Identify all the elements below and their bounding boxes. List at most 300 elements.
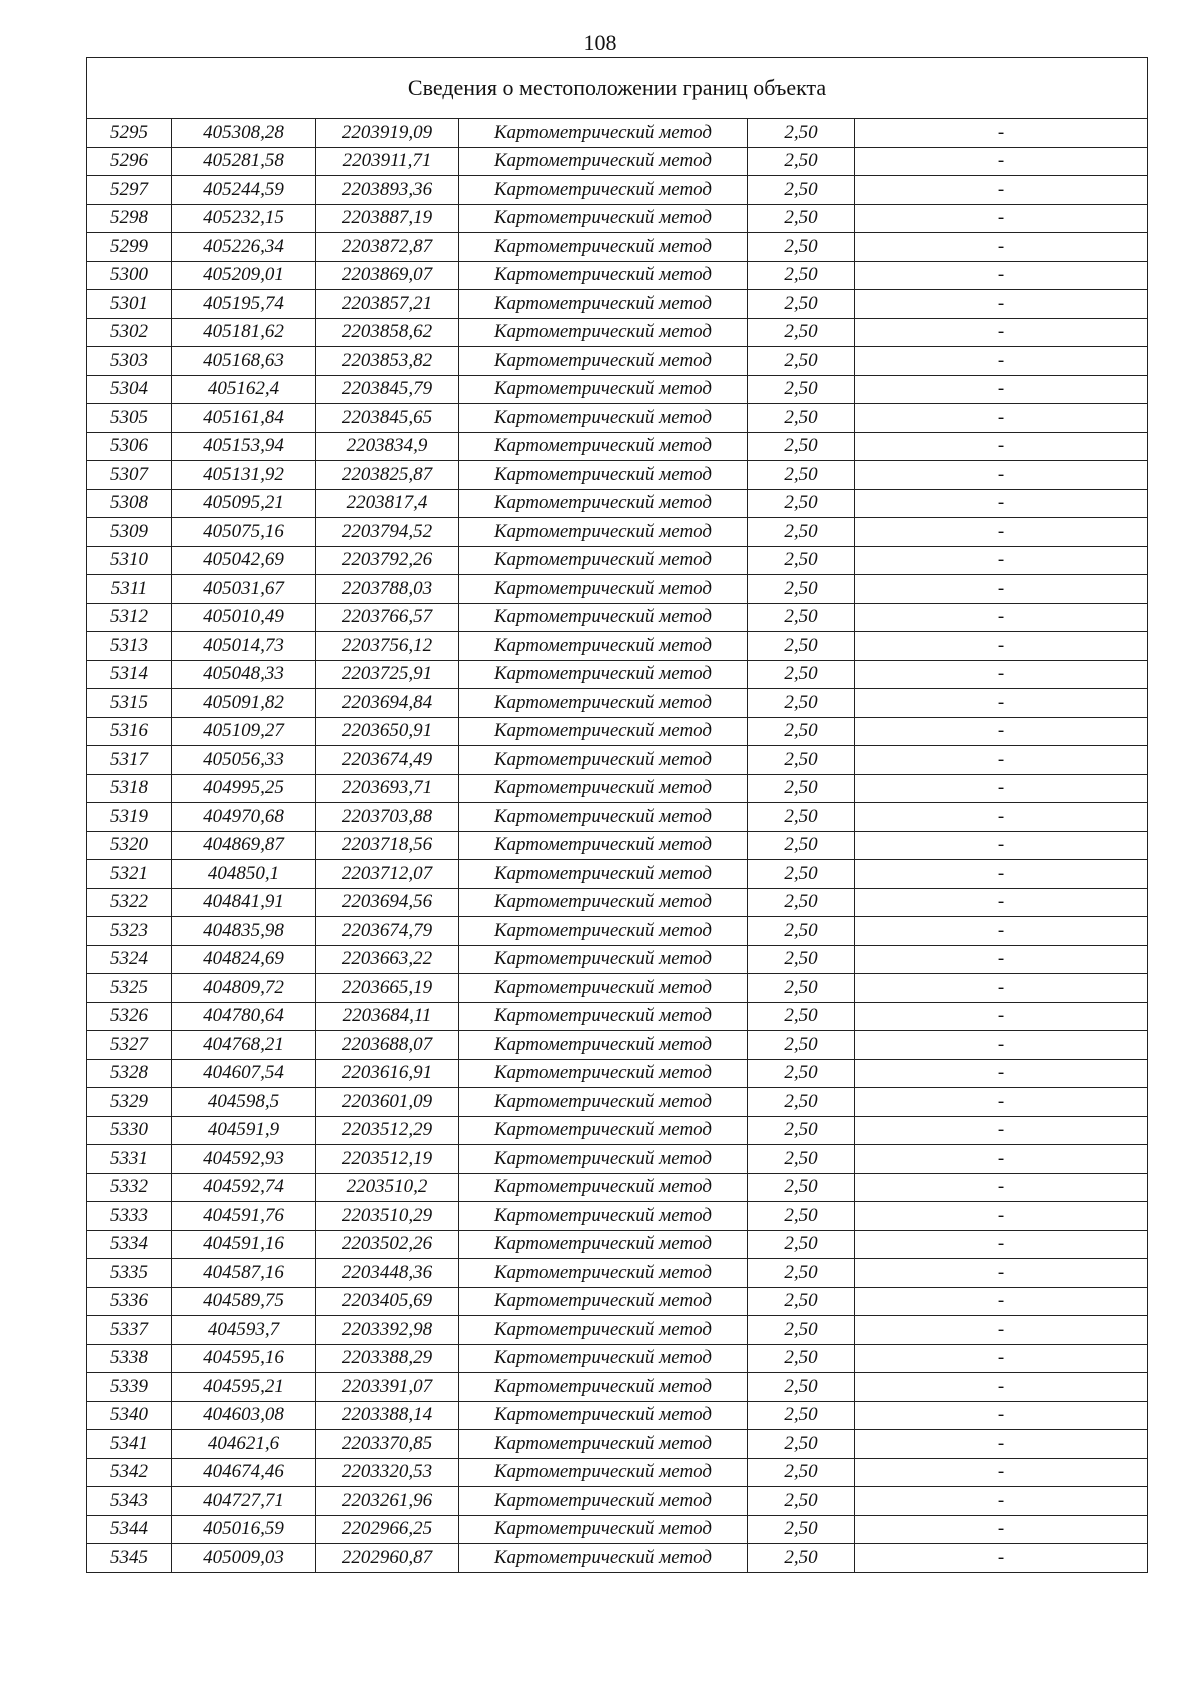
table-row (87, 347, 1148, 376)
x-coordinate-cell: 405131,92 (172, 461, 316, 490)
table-row (87, 1287, 1148, 1316)
accuracy-cell: 2,50 (748, 1145, 855, 1174)
description-cell: - (855, 1544, 1148, 1573)
method-cell: Картометрический метод (459, 1031, 748, 1060)
x-coordinate-cell: 405016,59 (172, 1515, 316, 1544)
description-cell: - (855, 1316, 1148, 1345)
method-cell: Картометрический метод (459, 1373, 748, 1402)
y-coordinate-cell: 2202960,87 (316, 1544, 459, 1573)
x-coordinate-cell: 404591,16 (172, 1230, 316, 1259)
method-cell: Картометрический метод (459, 1230, 748, 1259)
point-number-cell: 5321 (87, 860, 172, 889)
x-coordinate-cell: 404621,6 (172, 1430, 316, 1459)
method-cell: Картометрический метод (459, 176, 748, 205)
method-cell: Картометрический метод (459, 1116, 748, 1145)
y-coordinate-cell: 2203853,82 (316, 347, 459, 376)
description-cell: - (855, 1373, 1148, 1402)
description-cell: - (855, 888, 1148, 917)
x-coordinate-cell: 405181,62 (172, 318, 316, 347)
description-cell: - (855, 261, 1148, 290)
description-cell: - (855, 432, 1148, 461)
method-cell: Картометрический метод (459, 1487, 748, 1516)
description-cell: - (855, 489, 1148, 518)
description-cell: - (855, 1230, 1148, 1259)
description-cell: - (855, 660, 1148, 689)
y-coordinate-cell: 2203392,98 (316, 1316, 459, 1345)
description-cell: - (855, 1116, 1148, 1145)
table-row (87, 860, 1148, 889)
x-coordinate-cell: 404824,69 (172, 945, 316, 974)
table-row (87, 660, 1148, 689)
description-cell: - (855, 1173, 1148, 1202)
x-coordinate-cell: 405195,74 (172, 290, 316, 319)
description-cell: - (855, 347, 1148, 376)
accuracy-cell: 2,50 (748, 1515, 855, 1544)
y-coordinate-cell: 2203887,19 (316, 204, 459, 233)
x-coordinate-cell: 405244,59 (172, 176, 316, 205)
table-row (87, 119, 1148, 148)
accuracy-cell: 2,50 (748, 746, 855, 775)
x-coordinate-cell: 404841,91 (172, 888, 316, 917)
table-row (87, 1344, 1148, 1373)
description-cell: - (855, 1202, 1148, 1231)
accuracy-cell: 2,50 (748, 689, 855, 718)
table-row (87, 1487, 1148, 1516)
y-coordinate-cell: 2203694,56 (316, 888, 459, 917)
y-coordinate-cell: 2203650,91 (316, 717, 459, 746)
accuracy-cell: 2,50 (748, 660, 855, 689)
accuracy-cell: 2,50 (748, 1287, 855, 1316)
table-row (87, 774, 1148, 803)
y-coordinate-cell: 2203693,71 (316, 774, 459, 803)
point-number-cell: 5313 (87, 632, 172, 661)
point-number-cell: 5306 (87, 432, 172, 461)
boundary-coordinates-table (86, 57, 1148, 1573)
method-cell: Картометрический метод (459, 1088, 748, 1117)
description-cell: - (855, 1458, 1148, 1487)
method-cell: Картометрический метод (459, 1344, 748, 1373)
description-cell: - (855, 461, 1148, 490)
method-cell: Картометрический метод (459, 347, 748, 376)
accuracy-cell: 2,50 (748, 1173, 855, 1202)
x-coordinate-cell: 404589,75 (172, 1287, 316, 1316)
accuracy-cell: 2,50 (748, 831, 855, 860)
description-cell: - (855, 603, 1148, 632)
x-coordinate-cell: 404593,7 (172, 1316, 316, 1345)
table-row (87, 375, 1148, 404)
accuracy-cell: 2,50 (748, 1202, 855, 1231)
x-coordinate-cell: 405056,33 (172, 746, 316, 775)
accuracy-cell: 2,50 (748, 1544, 855, 1573)
method-cell: Картометрический метод (459, 518, 748, 547)
point-number-cell: 5299 (87, 233, 172, 262)
table-row (87, 1202, 1148, 1231)
accuracy-cell: 2,50 (748, 1259, 855, 1288)
x-coordinate-cell: 405014,73 (172, 632, 316, 661)
table-row (87, 917, 1148, 946)
x-coordinate-cell: 405308,28 (172, 119, 316, 148)
accuracy-cell: 2,50 (748, 518, 855, 547)
point-number-cell: 5298 (87, 204, 172, 233)
point-number-cell: 5320 (87, 831, 172, 860)
x-coordinate-cell: 405162,4 (172, 375, 316, 404)
point-number-cell: 5324 (87, 945, 172, 974)
table-row (87, 746, 1148, 775)
table-row (87, 1544, 1148, 1573)
point-number-cell: 5311 (87, 575, 172, 604)
point-number-cell: 5323 (87, 917, 172, 946)
y-coordinate-cell: 2203845,65 (316, 404, 459, 433)
description-cell: - (855, 774, 1148, 803)
x-coordinate-cell: 404850,1 (172, 860, 316, 889)
method-cell: Картометрический метод (459, 1316, 748, 1345)
y-coordinate-cell: 2203834,9 (316, 432, 459, 461)
accuracy-cell: 2,50 (748, 1059, 855, 1088)
point-number-cell: 5335 (87, 1259, 172, 1288)
description-cell: - (855, 1145, 1148, 1174)
y-coordinate-cell: 2203845,79 (316, 375, 459, 404)
accuracy-cell: 2,50 (748, 1373, 855, 1402)
x-coordinate-cell: 404598,5 (172, 1088, 316, 1117)
point-number-cell: 5296 (87, 147, 172, 176)
description-cell: - (855, 1059, 1148, 1088)
method-cell: Картометрический метод (459, 1515, 748, 1544)
method-cell: Картометрический метод (459, 489, 748, 518)
table-row (87, 1116, 1148, 1145)
method-cell: Картометрический метод (459, 375, 748, 404)
table-row (87, 546, 1148, 575)
accuracy-cell: 2,50 (748, 290, 855, 319)
page-number: 108 (583, 30, 617, 55)
table-row (87, 1088, 1148, 1117)
y-coordinate-cell: 2203616,91 (316, 1059, 459, 1088)
point-number-cell: 5297 (87, 176, 172, 205)
accuracy-cell: 2,50 (748, 974, 855, 1003)
table-row (87, 404, 1148, 433)
method-cell: Картометрический метод (459, 1202, 748, 1231)
table-row (87, 575, 1148, 604)
accuracy-cell: 2,50 (748, 1230, 855, 1259)
description-cell: - (855, 318, 1148, 347)
y-coordinate-cell: 2203684,11 (316, 1002, 459, 1031)
point-number-cell: 5300 (87, 261, 172, 290)
y-coordinate-cell: 2203663,22 (316, 945, 459, 974)
accuracy-cell: 2,50 (748, 1088, 855, 1117)
description-cell: - (855, 803, 1148, 832)
table-row (87, 1145, 1148, 1174)
table-row (87, 290, 1148, 319)
accuracy-cell: 2,50 (748, 1401, 855, 1430)
x-coordinate-cell: 404995,25 (172, 774, 316, 803)
table-row (87, 689, 1148, 718)
x-coordinate-cell: 405232,15 (172, 204, 316, 233)
x-coordinate-cell: 405091,82 (172, 689, 316, 718)
accuracy-cell: 2,50 (748, 147, 855, 176)
point-number-cell: 5342 (87, 1458, 172, 1487)
method-cell: Картометрический метод (459, 860, 748, 889)
accuracy-cell: 2,50 (748, 546, 855, 575)
method-cell: Картометрический метод (459, 1259, 748, 1288)
method-cell: Картометрический метод (459, 261, 748, 290)
table-row (87, 147, 1148, 176)
point-number-cell: 5339 (87, 1373, 172, 1402)
y-coordinate-cell: 2203794,52 (316, 518, 459, 547)
description-cell: - (855, 204, 1148, 233)
accuracy-cell: 2,50 (748, 1116, 855, 1145)
x-coordinate-cell: 404727,71 (172, 1487, 316, 1516)
method-cell: Картометрический метод (459, 546, 748, 575)
x-coordinate-cell: 405042,69 (172, 546, 316, 575)
point-number-cell: 5304 (87, 375, 172, 404)
x-coordinate-cell: 404768,21 (172, 1031, 316, 1060)
description-cell: - (855, 1430, 1148, 1459)
method-cell: Картометрический метод (459, 1059, 748, 1088)
x-coordinate-cell: 404780,64 (172, 1002, 316, 1031)
method-cell: Картометрический метод (459, 147, 748, 176)
point-number-cell: 5295 (87, 119, 172, 148)
method-cell: Картометрический метод (459, 1173, 748, 1202)
table-row (87, 432, 1148, 461)
description-cell: - (855, 945, 1148, 974)
x-coordinate-cell: 405161,84 (172, 404, 316, 433)
y-coordinate-cell: 2203712,07 (316, 860, 459, 889)
method-cell: Картометрический метод (459, 318, 748, 347)
description-cell: - (855, 1287, 1148, 1316)
y-coordinate-cell: 2203665,19 (316, 974, 459, 1003)
table-row (87, 632, 1148, 661)
accuracy-cell: 2,50 (748, 575, 855, 604)
table-row (87, 1458, 1148, 1487)
point-number-cell: 5316 (87, 717, 172, 746)
y-coordinate-cell: 2203512,19 (316, 1145, 459, 1174)
accuracy-cell: 2,50 (748, 1458, 855, 1487)
y-coordinate-cell: 2203674,79 (316, 917, 459, 946)
description-cell: - (855, 575, 1148, 604)
y-coordinate-cell: 2203512,29 (316, 1116, 459, 1145)
table-row (87, 489, 1148, 518)
method-cell: Картометрический метод (459, 717, 748, 746)
accuracy-cell: 2,50 (748, 917, 855, 946)
y-coordinate-cell: 2203893,36 (316, 176, 459, 205)
y-coordinate-cell: 2203261,96 (316, 1487, 459, 1516)
description-cell: - (855, 974, 1148, 1003)
method-cell: Картометрический метод (459, 461, 748, 490)
x-coordinate-cell: 404591,76 (172, 1202, 316, 1231)
table-row (87, 1059, 1148, 1088)
method-cell: Картометрический метод (459, 660, 748, 689)
x-coordinate-cell: 404809,72 (172, 974, 316, 1003)
method-cell: Картометрический метод (459, 1544, 748, 1573)
accuracy-cell: 2,50 (748, 1316, 855, 1345)
x-coordinate-cell: 405048,33 (172, 660, 316, 689)
y-coordinate-cell: 2203370,85 (316, 1430, 459, 1459)
method-cell: Картометрический метод (459, 575, 748, 604)
y-coordinate-cell: 2203405,69 (316, 1287, 459, 1316)
y-coordinate-cell: 2203792,26 (316, 546, 459, 575)
table-title-row (87, 58, 1148, 119)
accuracy-cell: 2,50 (748, 1430, 855, 1459)
method-cell: Картометрический метод (459, 204, 748, 233)
method-cell: Картометрический метод (459, 974, 748, 1003)
point-number-cell: 5307 (87, 461, 172, 490)
point-number-cell: 5309 (87, 518, 172, 547)
accuracy-cell: 2,50 (748, 318, 855, 347)
table-row (87, 1230, 1148, 1259)
description-cell: - (855, 404, 1148, 433)
y-coordinate-cell: 2203391,07 (316, 1373, 459, 1402)
accuracy-cell: 2,50 (748, 119, 855, 148)
x-coordinate-cell: 404674,46 (172, 1458, 316, 1487)
point-number-cell: 5344 (87, 1515, 172, 1544)
accuracy-cell: 2,50 (748, 945, 855, 974)
point-number-cell: 5310 (87, 546, 172, 575)
y-coordinate-cell: 2203857,21 (316, 290, 459, 319)
table-row (87, 1031, 1148, 1060)
x-coordinate-cell: 405009,03 (172, 1544, 316, 1573)
x-coordinate-cell: 405168,63 (172, 347, 316, 376)
method-cell: Картометрический метод (459, 233, 748, 262)
point-number-cell: 5332 (87, 1173, 172, 1202)
table-row (87, 518, 1148, 547)
point-number-cell: 5331 (87, 1145, 172, 1174)
accuracy-cell: 2,50 (748, 176, 855, 205)
y-coordinate-cell: 2203718,56 (316, 831, 459, 860)
accuracy-cell: 2,50 (748, 347, 855, 376)
accuracy-cell: 2,50 (748, 1344, 855, 1373)
accuracy-cell: 2,50 (748, 1487, 855, 1516)
description-cell: - (855, 518, 1148, 547)
point-number-cell: 5308 (87, 489, 172, 518)
accuracy-cell: 2,50 (748, 233, 855, 262)
point-number-cell: 5301 (87, 290, 172, 319)
accuracy-cell: 2,50 (748, 375, 855, 404)
method-cell: Картометрический метод (459, 1430, 748, 1459)
x-coordinate-cell: 404587,16 (172, 1259, 316, 1288)
description-cell: - (855, 147, 1148, 176)
y-coordinate-cell: 2203911,71 (316, 147, 459, 176)
description-cell: - (855, 1487, 1148, 1516)
y-coordinate-cell: 2203872,87 (316, 233, 459, 262)
description-cell: - (855, 290, 1148, 319)
table-row (87, 831, 1148, 860)
point-number-cell: 5305 (87, 404, 172, 433)
method-cell: Картометрический метод (459, 746, 748, 775)
point-number-cell: 5334 (87, 1230, 172, 1259)
table-row (87, 974, 1148, 1003)
x-coordinate-cell: 405010,49 (172, 603, 316, 632)
y-coordinate-cell: 2203825,87 (316, 461, 459, 490)
method-cell: Картометрический метод (459, 1002, 748, 1031)
method-cell: Картометрический метод (459, 689, 748, 718)
method-cell: Картометрический метод (459, 1145, 748, 1174)
x-coordinate-cell: 404869,87 (172, 831, 316, 860)
x-coordinate-cell: 404595,21 (172, 1373, 316, 1402)
description-cell: - (855, 119, 1148, 148)
point-number-cell: 5302 (87, 318, 172, 347)
point-number-cell: 5345 (87, 1544, 172, 1573)
y-coordinate-cell: 2203725,91 (316, 660, 459, 689)
description-cell: - (855, 233, 1148, 262)
y-coordinate-cell: 2203510,2 (316, 1173, 459, 1202)
point-number-cell: 5318 (87, 774, 172, 803)
x-coordinate-cell: 405226,34 (172, 233, 316, 262)
method-cell: Картометрический метод (459, 119, 748, 148)
x-coordinate-cell: 404603,08 (172, 1401, 316, 1430)
x-coordinate-cell: 404607,54 (172, 1059, 316, 1088)
x-coordinate-cell: 404835,98 (172, 917, 316, 946)
y-coordinate-cell: 2203869,07 (316, 261, 459, 290)
table-row (87, 1259, 1148, 1288)
table-row (87, 261, 1148, 290)
description-cell: - (855, 375, 1148, 404)
table-row (87, 603, 1148, 632)
description-cell: - (855, 831, 1148, 860)
table-row (87, 318, 1148, 347)
method-cell: Картометрический метод (459, 917, 748, 946)
y-coordinate-cell: 2203510,29 (316, 1202, 459, 1231)
description-cell: - (855, 1088, 1148, 1117)
table-row (87, 1373, 1148, 1402)
point-number-cell: 5312 (87, 603, 172, 632)
x-coordinate-cell: 405109,27 (172, 717, 316, 746)
description-cell: - (855, 632, 1148, 661)
point-number-cell: 5343 (87, 1487, 172, 1516)
point-number-cell: 5303 (87, 347, 172, 376)
description-cell: - (855, 1031, 1148, 1060)
y-coordinate-cell: 2203703,88 (316, 803, 459, 832)
accuracy-cell: 2,50 (748, 632, 855, 661)
y-coordinate-cell: 2203388,29 (316, 1344, 459, 1373)
point-number-cell: 5322 (87, 888, 172, 917)
method-cell: Картометрический метод (459, 774, 748, 803)
point-number-cell: 5319 (87, 803, 172, 832)
point-number-cell: 5333 (87, 1202, 172, 1231)
point-number-cell: 5340 (87, 1401, 172, 1430)
accuracy-cell: 2,50 (748, 803, 855, 832)
description-cell: - (855, 746, 1148, 775)
x-coordinate-cell: 405095,21 (172, 489, 316, 518)
y-coordinate-cell: 2203601,09 (316, 1088, 459, 1117)
method-cell: Картометрический метод (459, 888, 748, 917)
accuracy-cell: 2,50 (748, 1031, 855, 1060)
method-cell: Картометрический метод (459, 404, 748, 433)
x-coordinate-cell: 404595,16 (172, 1344, 316, 1373)
table-title: Сведения о местоположении границ объекта (87, 58, 1148, 119)
y-coordinate-cell: 2203817,4 (316, 489, 459, 518)
accuracy-cell: 2,50 (748, 1002, 855, 1031)
table-row (87, 1173, 1148, 1202)
table-row (87, 461, 1148, 490)
table-row (87, 717, 1148, 746)
accuracy-cell: 2,50 (748, 489, 855, 518)
point-number-cell: 5330 (87, 1116, 172, 1145)
y-coordinate-cell: 2203388,14 (316, 1401, 459, 1430)
method-cell: Картометрический метод (459, 945, 748, 974)
description-cell: - (855, 1002, 1148, 1031)
description-cell: - (855, 1401, 1148, 1430)
x-coordinate-cell: 405281,58 (172, 147, 316, 176)
table-row (87, 945, 1148, 974)
y-coordinate-cell: 2203688,07 (316, 1031, 459, 1060)
table-row (87, 176, 1148, 205)
description-cell: - (855, 1259, 1148, 1288)
accuracy-cell: 2,50 (748, 404, 855, 433)
accuracy-cell: 2,50 (748, 888, 855, 917)
point-number-cell: 5336 (87, 1287, 172, 1316)
accuracy-cell: 2,50 (748, 204, 855, 233)
table-row (87, 233, 1148, 262)
point-number-cell: 5341 (87, 1430, 172, 1459)
